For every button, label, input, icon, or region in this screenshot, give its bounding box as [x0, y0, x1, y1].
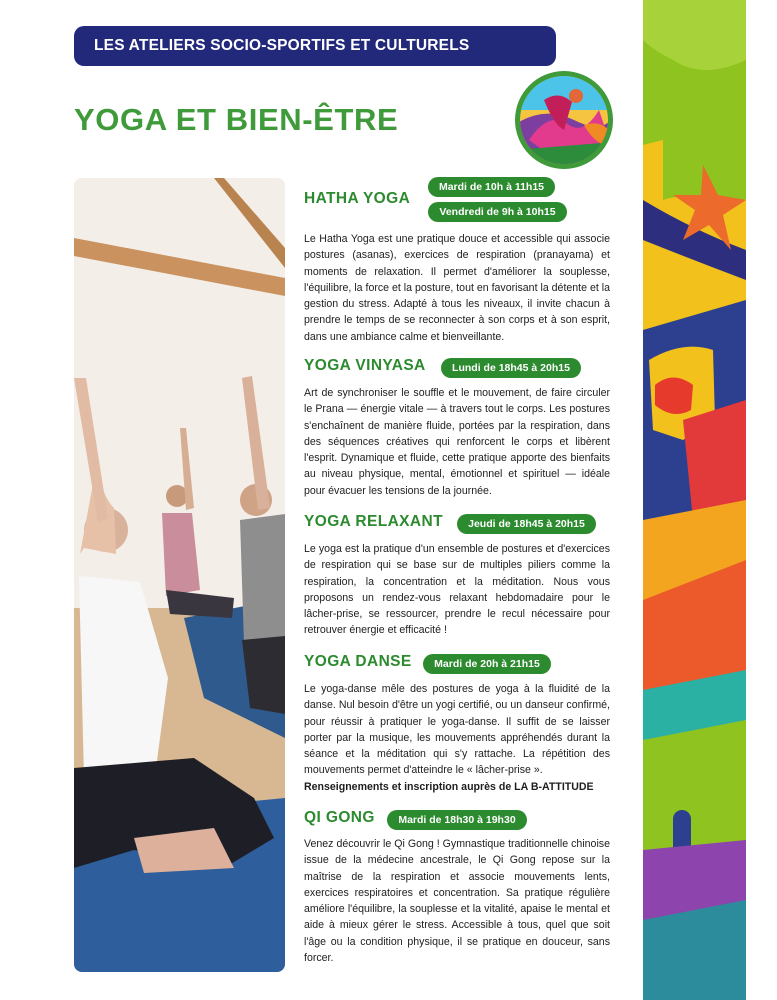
schedule-badge: Mardi de 20h à 21h15	[423, 654, 551, 674]
yoga-class-photo	[74, 178, 285, 972]
section-description: Venez découvrir le Qi Gong ! Gymnastique traditionnelle chinoise issue de la médecine ancestrale, le Qi Gong repose sur la maîtrise de la respiration et associe mouvements lents, exercices respiratoires et concentration. Sa pratique régulière améliore l'équilibre, la souplesse et la vitalité, apaise le mental et aide à mieux gérer le stress. Accessible à tous, quel que soit l'âge ou la condition physique, il se pratique en douceur, sans forcer.	[304, 838, 610, 965]
yoga-pose-illustration-icon	[514, 70, 614, 170]
section-description: Le Hatha Yoga est une pratique douce et accessible qui associe postures (asanas), exercices de respiration (pranayama) et moments de relaxation. Il permet d'améliorer la souplesse, l'équilibre, la force et la posture, tout en favorisant la détente et la gestion du stress. Adapté à tous les niveaux, il invite chacun à prendre le temps de se reconnecter à son corps et à son esprit, dans une ambiance calme et bienveillante.	[304, 233, 610, 343]
section-title-yoga-danse: YOGA DANSE	[304, 653, 412, 670]
registration-note: Renseignements et inscription auprès de LA B-ATTITUDE	[304, 780, 594, 793]
schedule-badge: Vendredi de 9h à 10h15	[428, 202, 567, 222]
schedule-badge: Lundi de 18h45 à 20h15	[441, 358, 581, 378]
decorative-abstract-strip	[643, 0, 746, 1000]
schedule-badge: Jeudi de 18h45 à 20h15	[457, 514, 596, 534]
section-description	[304, 681, 610, 795]
section-description: Le yoga est la pratique d'un ensemble de postures et d'exercices de respiration qui se base sur de multiples piliers comme la respiration, la concentration et la méditation. Nous vous proposons un rendez-vous relaxant hebdomadaire pour le lâcher-prise, se ressourcer, prendre le recul nécessaire pour retrouver énergie et efficacité !	[304, 543, 610, 637]
schedule-badge: Mardi de 10h à 11h15	[428, 177, 555, 197]
section-title-yoga-vinyasa: YOGA VINYASA	[304, 357, 426, 374]
section-title-hatha-yoga: HATHA YOGA	[304, 190, 411, 207]
section-description: Art de synchroniser le souffle et le mouvement, de faire circuler le Prana — énergie vitale — à travers tout le corps. Les postures s'enchaînent de manière fluide, portées par la respiration, dans des séquences créatives qui renforcent le corps et libèrent l'esprit. Dynamique et fluide, cette pratique apporte des bienfaits au niveau physique, mental, émotionnel et spirituel — idéale pour évacuer les tensions de la journée.	[304, 387, 610, 497]
section-title-qi-gong: QI GONG	[304, 809, 375, 826]
page-title: YOGA ET BIEN-ÊTRE	[74, 102, 399, 137]
header-banner: LES ATELIERS SOCIO-SPORTIFS ET CULTURELS	[74, 26, 556, 66]
schedule-badge: Mardi de 18h30 à 19h30	[387, 810, 527, 830]
section-title-yoga-relaxant: YOGA RELAXANT	[304, 513, 443, 530]
section-text: Le yoga-danse mêle des postures de yoga à la fluidité de la danse. Nul besoin d'être un yogi certifié, ou un danseur confirmé, pour réussir à pratiquer le yoga-danse. Il suffit de se laisser porter par la musique, les mouvements appréhendés durant la séance et la méditation qui s'y rattache. La répétition des mouvements permet d'atteindre le « lâcher-prise ».	[304, 683, 610, 777]
